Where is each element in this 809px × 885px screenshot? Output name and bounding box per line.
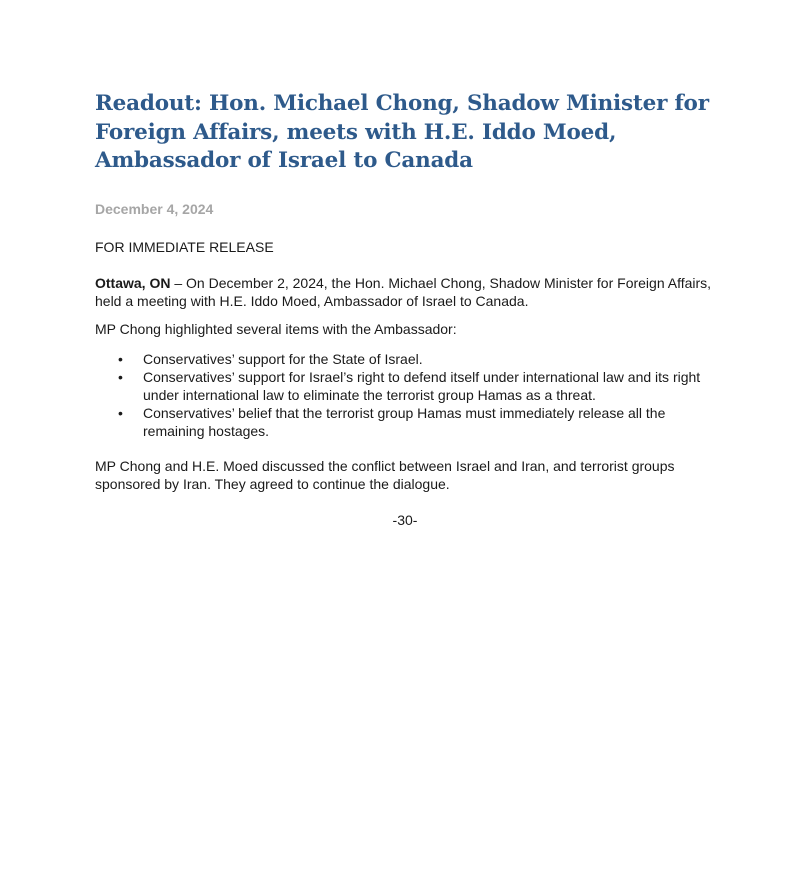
- list-item: [118, 368, 715, 404]
- release-date: December 4, 2024: [95, 200, 214, 217]
- end-mark: -30-: [392, 511, 418, 528]
- lead-paragraph: [95, 274, 715, 310]
- list-item-text: Conservatives’ belief that the terrorist group Hamas must immediately release all the remaining hostages.: [143, 404, 666, 439]
- list-item: [118, 350, 715, 368]
- press-release: [95, 90, 715, 529]
- list-item-text: Conservatives’ support for the State of Israel.: [143, 350, 423, 367]
- release-label: FOR IMMEDIATE RELEASE: [95, 238, 274, 255]
- discussion-paragraph: MP Chong and H.E. Moed discussed the conflict between Israel and Iran, and terrorist groups sponsored by Iran. They agreed to continue the dialogue.: [95, 457, 675, 492]
- list-item-text: Conservatives’ support for Israel’s right to defend itself under international law and its right under international law to eliminate the terrorist group Hamas as a threat.: [143, 368, 701, 403]
- dateline: Ottawa, ON: [95, 274, 171, 291]
- bullet-icon: •: [118, 368, 123, 385]
- bullet-icon: •: [118, 350, 123, 367]
- highlights-intro: MP Chong highlighted several items with the Ambassador:: [95, 320, 457, 337]
- highlights-list: [95, 350, 715, 440]
- list-item: [118, 404, 715, 440]
- bullet-icon: •: [118, 404, 123, 421]
- lead-text: – On December 2, 2024, the Hon. Michael Chong, Shadow Minister for Foreign Affairs, held a meeting with H.E. Iddo Moed, Ambassador of Israel to Canada.: [95, 274, 712, 309]
- page-title: Readout: Hon. Michael Chong, Shadow Minister for Foreign Affairs, meets with H.E. Iddo Moed, Ambassador of Israel to Canada: [95, 91, 709, 173]
